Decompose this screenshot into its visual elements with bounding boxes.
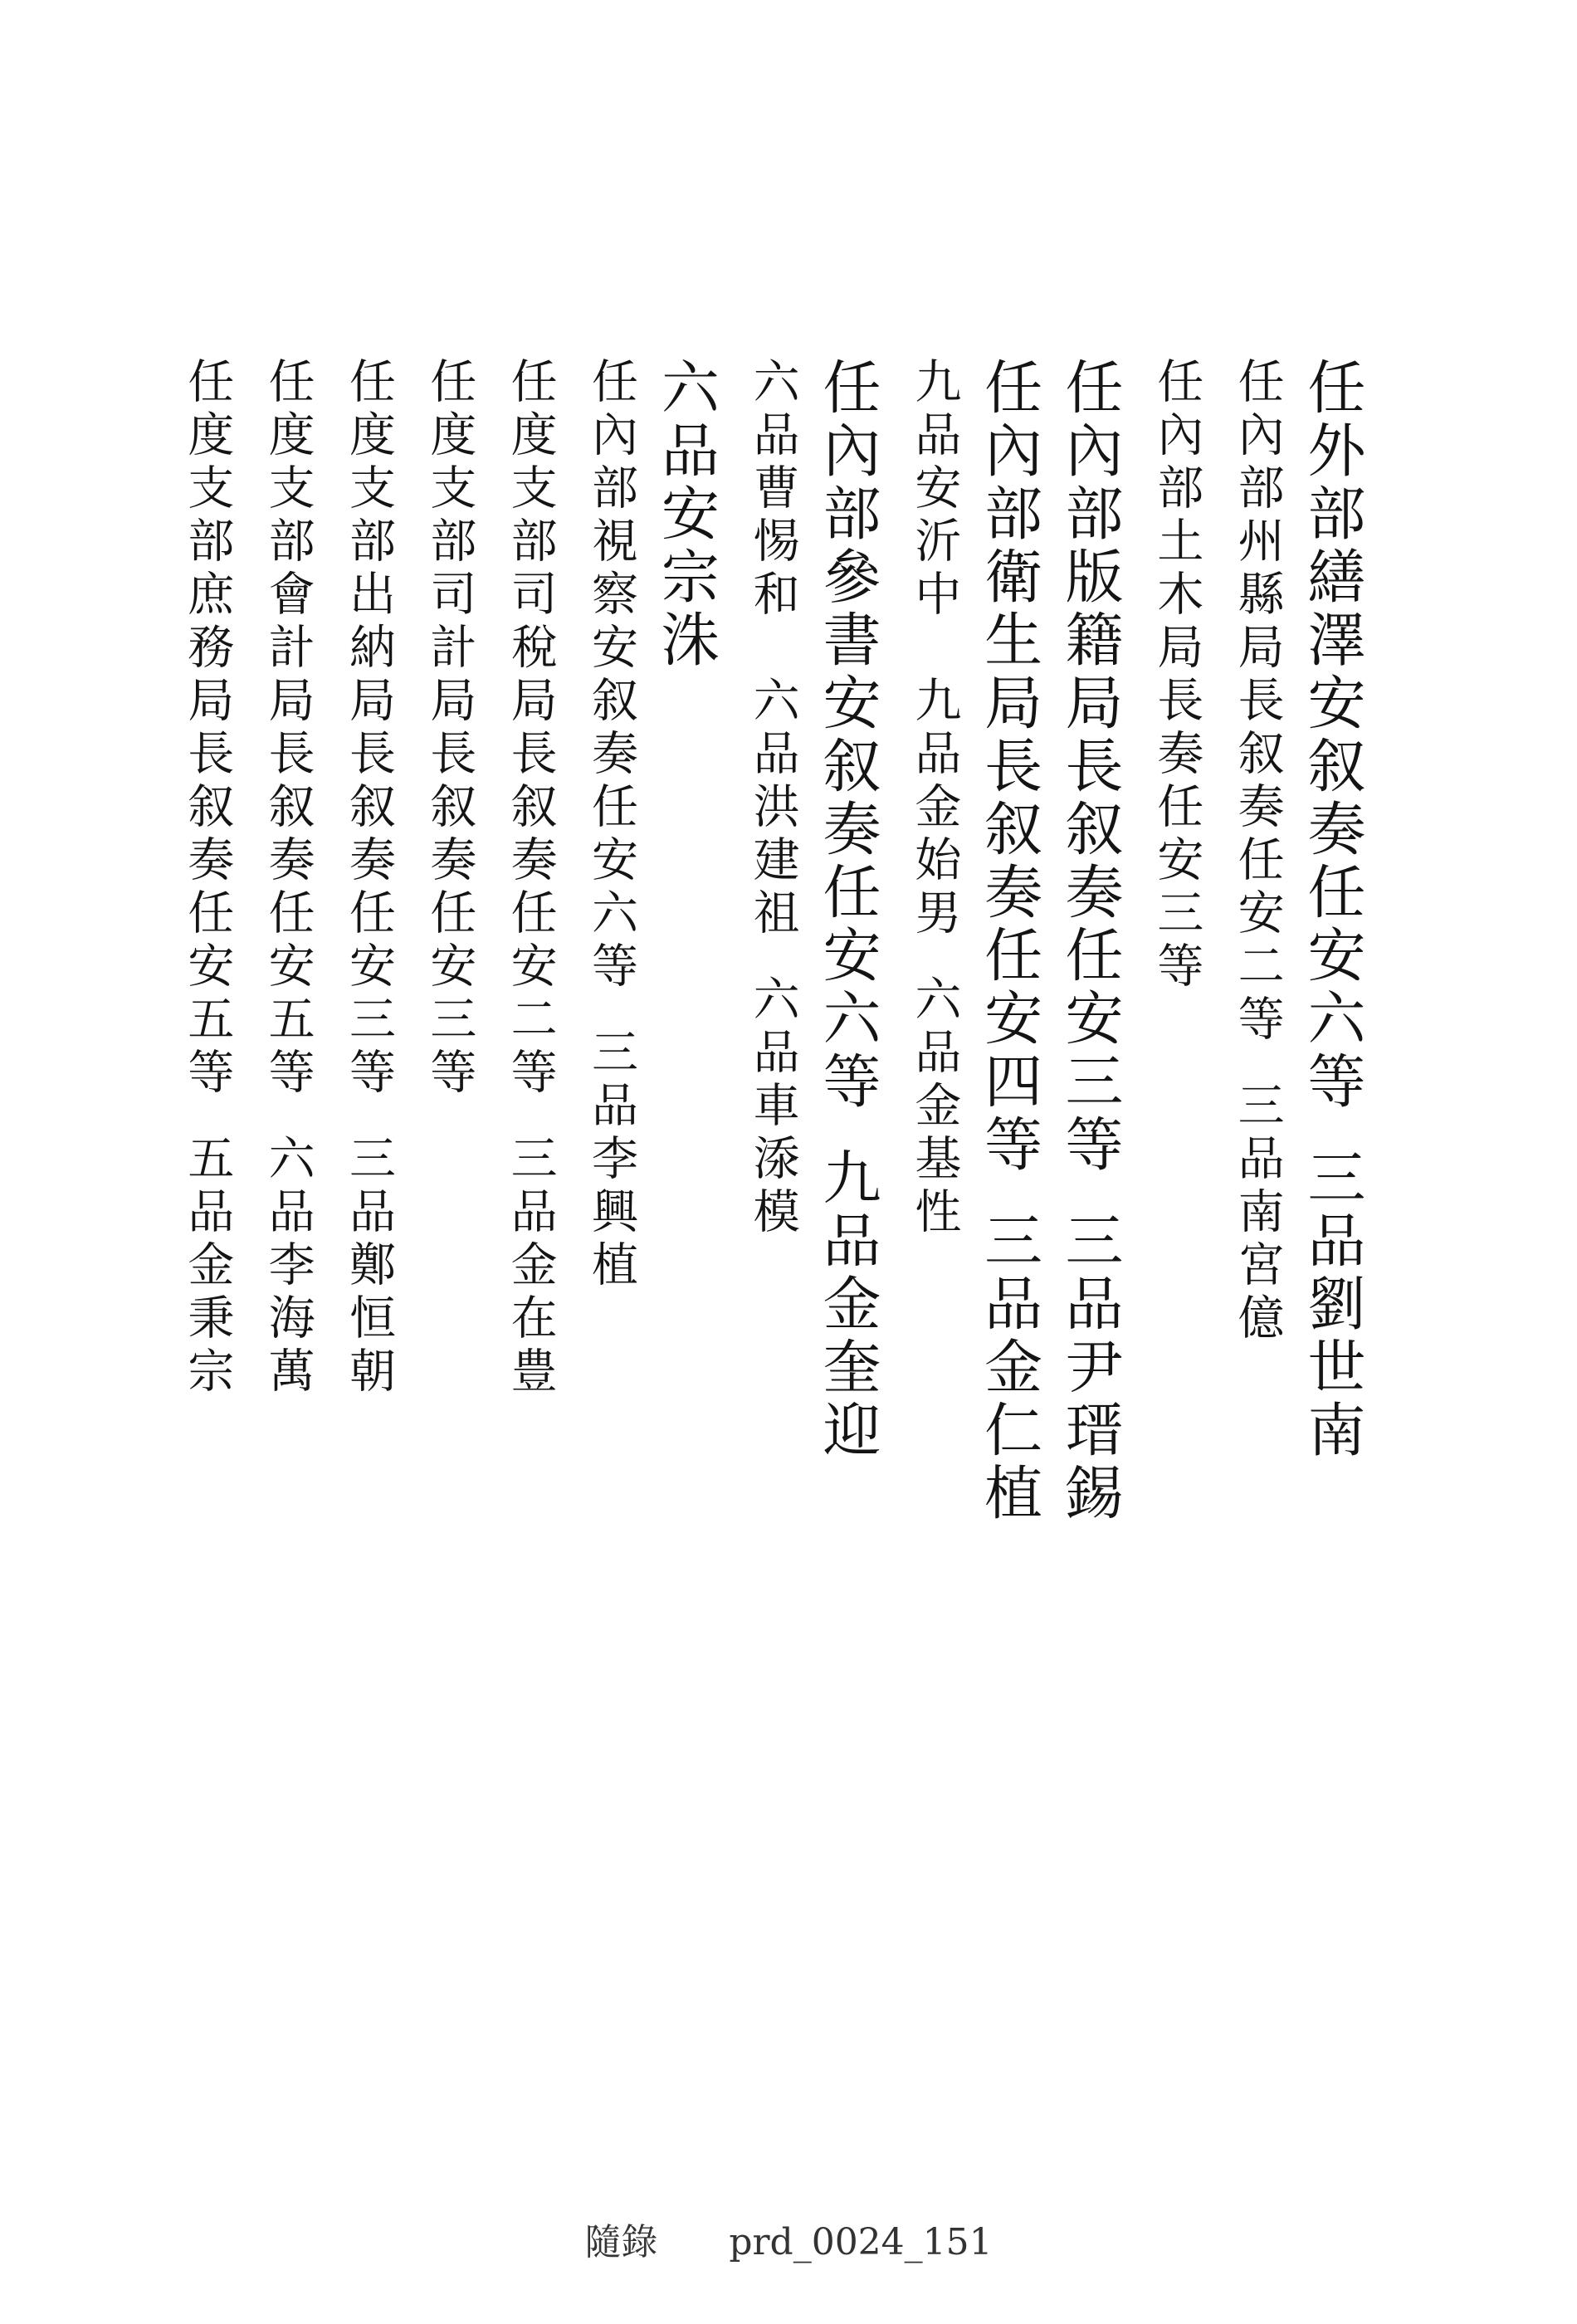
column-main-text: 任外部繕澤安叙奏任安六等 bbox=[1298, 357, 1366, 1114]
column-main-text: 任內部衛生局長叙奏任安四等 bbox=[974, 357, 1043, 1177]
manuscript-column bbox=[745, 357, 800, 1240]
manuscript-column bbox=[1056, 357, 1124, 1526]
column-person-name: 六品金基性 bbox=[907, 974, 962, 1240]
column-main-text: 任內部視察安叙奏任安六等 bbox=[584, 357, 638, 994]
manuscript-column bbox=[342, 357, 396, 1399]
column-main-text: 六品曹惕和 六品洪建祖 bbox=[745, 357, 800, 941]
column-main-text: 六品安宗洙 bbox=[652, 357, 720, 672]
column-person-name: 六品李海萬 bbox=[261, 1134, 315, 1399]
column-person-name: 九品金奎迎 bbox=[813, 1147, 881, 1462]
manuscript-column bbox=[180, 357, 235, 1399]
manuscript-column bbox=[1150, 357, 1204, 994]
column-person-name: 三品李興植 bbox=[584, 1028, 638, 1293]
column-main-text: 任度支部司稅局長叙奏任安二等 bbox=[503, 357, 558, 1101]
column-person-name: 三品劉世南 bbox=[1298, 1147, 1366, 1462]
column-main-text: 任度支部會計局長叙奏任安五等 bbox=[261, 357, 315, 1101]
column-main-text: 任度支部司計局長叙奏任安三等 bbox=[422, 357, 477, 1101]
column-person-name: 三品鄭恒朝 bbox=[342, 1134, 396, 1399]
column-person-name: 五品金秉宗 bbox=[180, 1134, 235, 1399]
column-person-name: 三品尹瑨錫 bbox=[1056, 1210, 1124, 1526]
manuscript-column bbox=[503, 357, 558, 1399]
manuscript-column bbox=[907, 357, 962, 1240]
column-person-name: 三品南宮億 bbox=[1230, 1081, 1285, 1346]
manuscript-column bbox=[261, 357, 315, 1399]
column-person-name: 三品金在豊 bbox=[503, 1134, 558, 1399]
column-main-text: 任內部版籍局長叙奏任安三等 bbox=[1056, 357, 1124, 1177]
column-person-name: 三品金仁植 bbox=[974, 1210, 1043, 1526]
column-main-text: 任度支部出納局長叙奏任安三等 bbox=[342, 357, 396, 1101]
column-main-text: 任內部土木局長奏任安三等 bbox=[1150, 357, 1204, 994]
manuscript-column bbox=[974, 357, 1043, 1526]
manuscript-column bbox=[652, 357, 720, 672]
manuscript-column bbox=[813, 357, 881, 1462]
manuscript-column bbox=[584, 357, 638, 1293]
column-person-name: 六品車𣷹模 bbox=[745, 974, 800, 1240]
footer-title: 隨錄 bbox=[584, 2221, 658, 2263]
column-main-text: 任內部州縣局長叙奏任安二等 bbox=[1230, 357, 1285, 1047]
manuscript-column bbox=[422, 357, 477, 1101]
column-main-text: 任度支部庶務局長叙奏任安五等 bbox=[180, 357, 235, 1101]
column-main-text: 九品安沂中 九品金始男 bbox=[907, 357, 962, 941]
manuscript-column bbox=[1298, 357, 1366, 1462]
column-main-text: 任內部參書安叙奏任安六等 bbox=[813, 357, 881, 1114]
footer-code: prd_0024_151 bbox=[729, 2221, 993, 2263]
manuscript-column bbox=[1230, 357, 1285, 1346]
page-footer bbox=[0, 2212, 1577, 2265]
handwritten-manuscript bbox=[149, 357, 1366, 1784]
